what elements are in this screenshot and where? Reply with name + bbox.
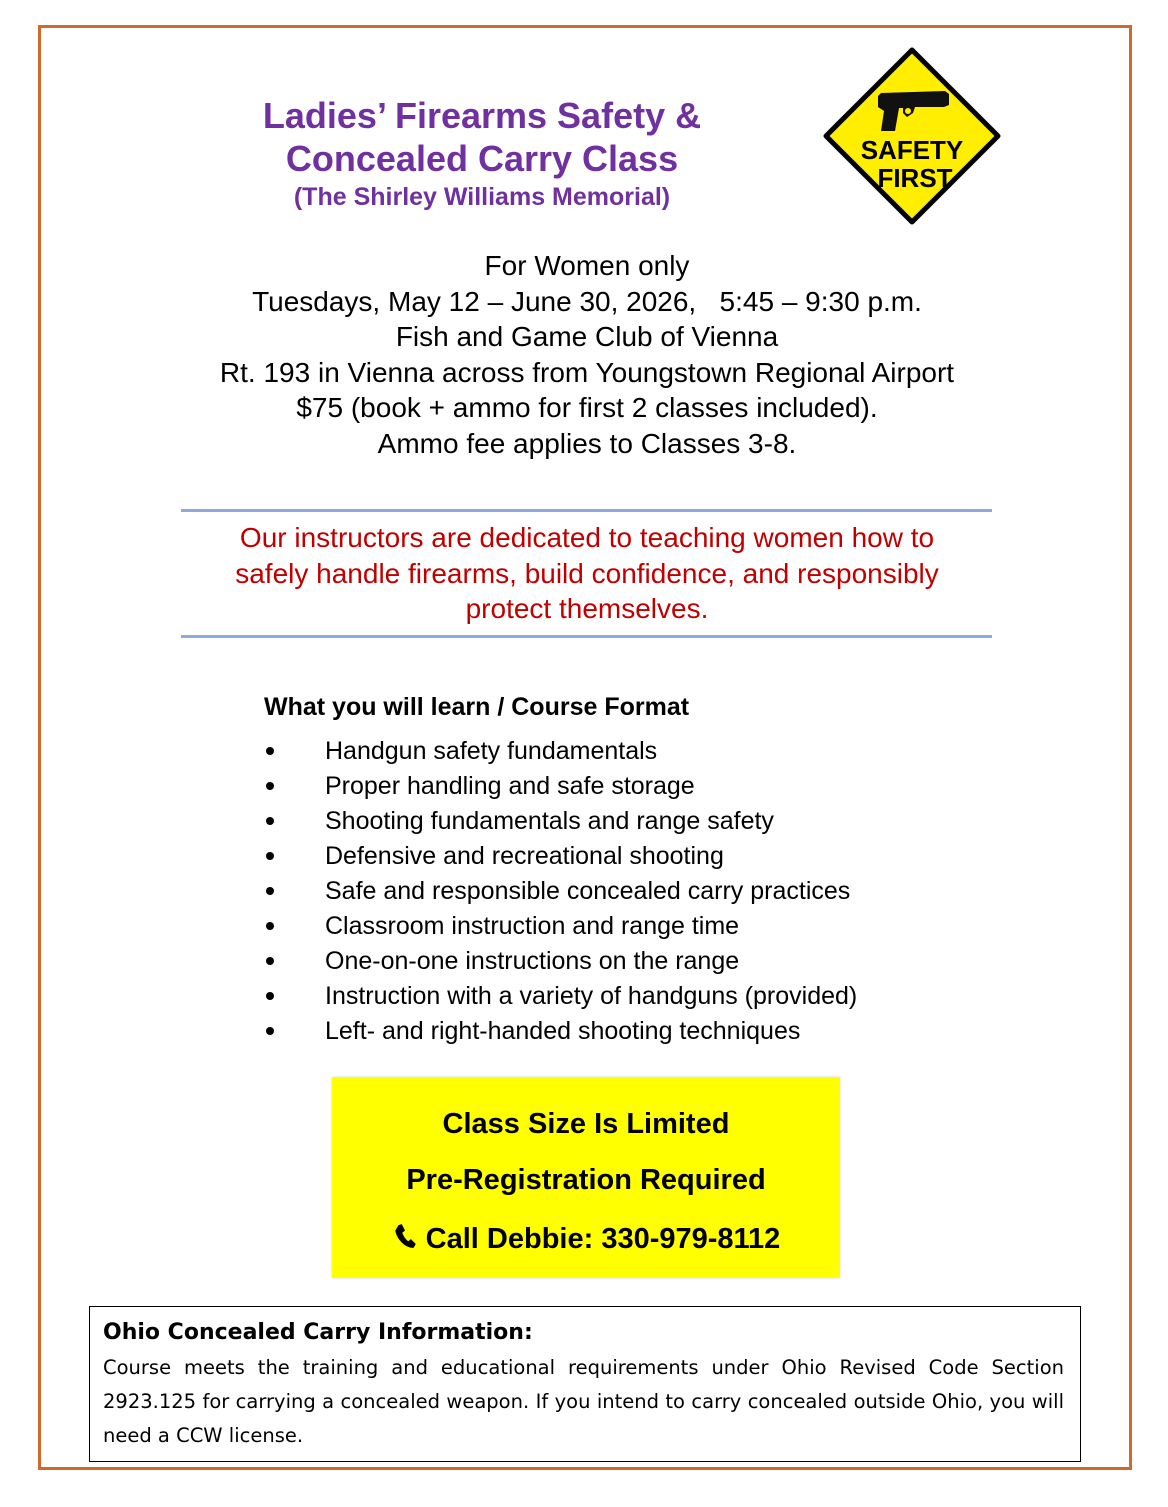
list-item (264, 1014, 857, 1049)
ammo-note: Ammo fee applies to Classes 3-8. (377, 427, 797, 459)
bullet-icon (266, 817, 274, 825)
pre-registration-required: Pre-Registration Required (406, 1164, 766, 1196)
schedule: Tuesdays, May 12 – June 30, 2026, 5:45 – 9:30 p.m. (252, 285, 922, 317)
learn-heading: What you will learn / Course Format (264, 693, 690, 721)
bullet-icon (266, 922, 274, 930)
list-item (264, 944, 857, 979)
list-item (264, 909, 857, 944)
list-item (264, 839, 857, 874)
ohio-info-box (89, 1306, 1081, 1462)
mission-line-3: protect themselves. (465, 593, 709, 624)
learn-list (264, 734, 857, 1049)
list-item-text: Left- and right-handed shooting techniques (325, 1017, 801, 1045)
title-line-2: Concealed Carry Class (285, 138, 679, 179)
bullet-icon (266, 957, 274, 965)
list-item-text: Handgun safety fundamentals (325, 737, 658, 765)
class-details (100, 248, 1074, 462)
call-line[interactable] (332, 1221, 840, 1257)
bullet-icon (266, 747, 274, 755)
list-item (264, 874, 857, 909)
venue: Fish and Game Club of Vienna (395, 321, 779, 353)
phone-icon (392, 1223, 418, 1251)
ohio-heading: Ohio Concealed Carry Information: (103, 1320, 533, 1345)
mission-line-2: safely handle firearms, build confidence, and responsibly (235, 557, 939, 589)
bullet-icon (266, 782, 274, 790)
list-item-text: Defensive and recreational shooting (325, 842, 724, 870)
title-line-1: Ladies’ Firearms Safety & (262, 95, 702, 136)
bullet-icon (266, 887, 274, 895)
sign-text-safety: SAFETY (860, 135, 964, 165)
list-item (264, 734, 857, 769)
ohio-body: Course meets the training and educational requirements under Ohio Revised Code Section 2923.125 for carrying a concealed weapon. If you intend to carry concealed outside Ohio, you will need a CCW license. (103, 1356, 1064, 1447)
safety-first-sign (823, 47, 1001, 225)
mission-statement (150, 520, 1024, 627)
list-item-text: Safe and responsible concealed carry practices (325, 877, 851, 905)
subtitle: (The Shirley Williams Memorial) (293, 183, 671, 211)
class-size-limited: Class Size Is Limited (442, 1108, 730, 1140)
list-item-text: Classroom instruction and range time (325, 912, 740, 940)
list-item (264, 769, 857, 804)
location: Rt. 193 in Vienna across from Youngstown Regional Airport (219, 356, 955, 388)
sign-text-first: FIRST (877, 163, 953, 193)
list-item-text: Shooting fundamentals and range safety (325, 807, 774, 835)
audience: For Women only (484, 250, 690, 281)
call-debbie-phone[interactable]: Call Debbie: 330-979-8112 (425, 1223, 781, 1255)
bullet-icon (266, 992, 274, 1000)
list-item (264, 979, 857, 1014)
price: $75 (book + ammo for first 2 classes included). (296, 392, 878, 424)
bullet-icon (266, 852, 274, 860)
list-item (264, 804, 857, 839)
bullet-icon (266, 1027, 274, 1035)
divider-top (181, 509, 992, 512)
divider-bottom (181, 635, 992, 638)
mission-line-1: Our instructors are dedicated to teaching women how to (239, 522, 935, 553)
list-item-text: Proper handling and safe storage (325, 772, 695, 800)
list-item-text: Instruction with a variety of handguns (provided) (325, 982, 858, 1010)
list-item-text: One-on-one instructions on the range (325, 947, 740, 975)
